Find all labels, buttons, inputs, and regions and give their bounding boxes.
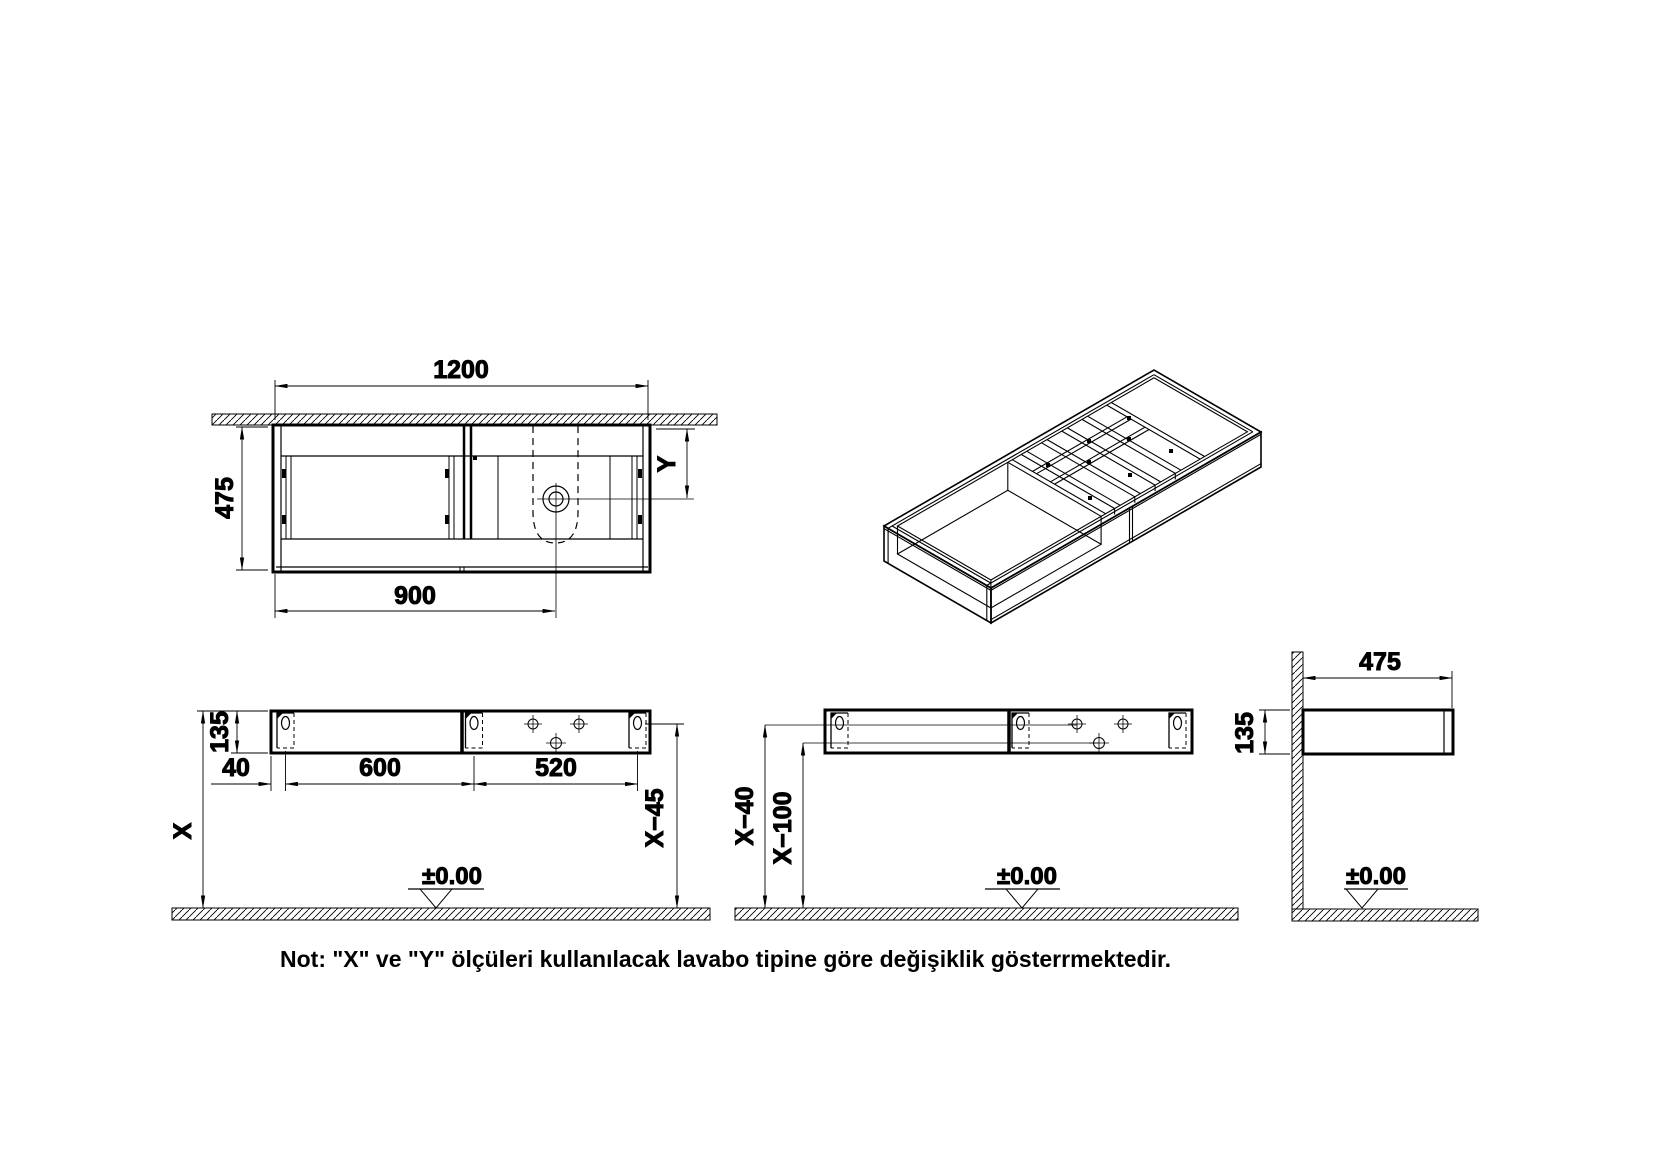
dim-plan-width-label: 1200 [433, 356, 489, 384]
cabinet-outline-plan [273, 425, 650, 572]
dim-span-right [474, 751, 638, 791]
dim-plan-depth-label: 475 [211, 477, 239, 519]
dim-plan-depth [211, 427, 268, 570]
dim-basin-y [653, 429, 695, 498]
dim-lower-hole-label: X−100 [769, 791, 797, 865]
side-view [1231, 648, 1478, 921]
dim-plan-width [275, 356, 648, 420]
dim-panel-height-label: 135 [206, 711, 234, 753]
floor-section [172, 908, 710, 920]
dim-side-height-label: 135 [1231, 712, 1259, 754]
dim-basin-offset [275, 574, 555, 618]
dim-mount-height [169, 711, 203, 908]
datum-level [1344, 863, 1408, 908]
wall-section [212, 414, 717, 425]
dim-lower-hole-height [769, 743, 803, 908]
datum-label: ±0.00 [997, 863, 1057, 890]
dim-span-left [286, 754, 475, 791]
dim-panel-height [197, 711, 268, 753]
datum-level [408, 863, 484, 908]
dim-span-right-label: 520 [535, 754, 577, 782]
drawing-note: Not: "X" ve "Y" ölçüleri kullanılacak lavabo tipine göre değişiklik gösterrmektedir. [280, 946, 1172, 972]
dim-side-offset-label: 40 [222, 754, 250, 782]
cabinet-side-profile [1303, 710, 1453, 754]
datum-label: ±0.00 [1346, 863, 1406, 890]
dim-side-offset [211, 751, 286, 791]
dim-basin-y-label: Y [653, 455, 681, 473]
floor-section [735, 908, 1238, 920]
dim-basin-offset-label: 900 [394, 582, 436, 610]
dim-height-right-label: X−45 [641, 788, 669, 848]
isometric-view [884, 370, 1261, 623]
dim-span-left-label: 600 [359, 754, 401, 782]
front-elevation-hole-heights [731, 710, 1238, 920]
datum-label: ±0.00 [422, 863, 482, 890]
floor-section [1292, 909, 1478, 921]
plan-view [211, 356, 717, 618]
iso-open-cavity [898, 460, 1106, 608]
dim-side-depth-label: 475 [1359, 648, 1401, 676]
front-elevation [169, 711, 710, 920]
datum-level [985, 863, 1060, 908]
dim-mount-height-label: X [169, 822, 197, 840]
wall-section [1292, 652, 1303, 909]
iso-cross-slats [1021, 403, 1204, 515]
dim-side-height [1231, 710, 1290, 754]
dim-upper-hole-label: X−40 [731, 786, 759, 846]
dim-upper-hole-height [731, 725, 765, 908]
dim-side-depth [1303, 648, 1452, 708]
